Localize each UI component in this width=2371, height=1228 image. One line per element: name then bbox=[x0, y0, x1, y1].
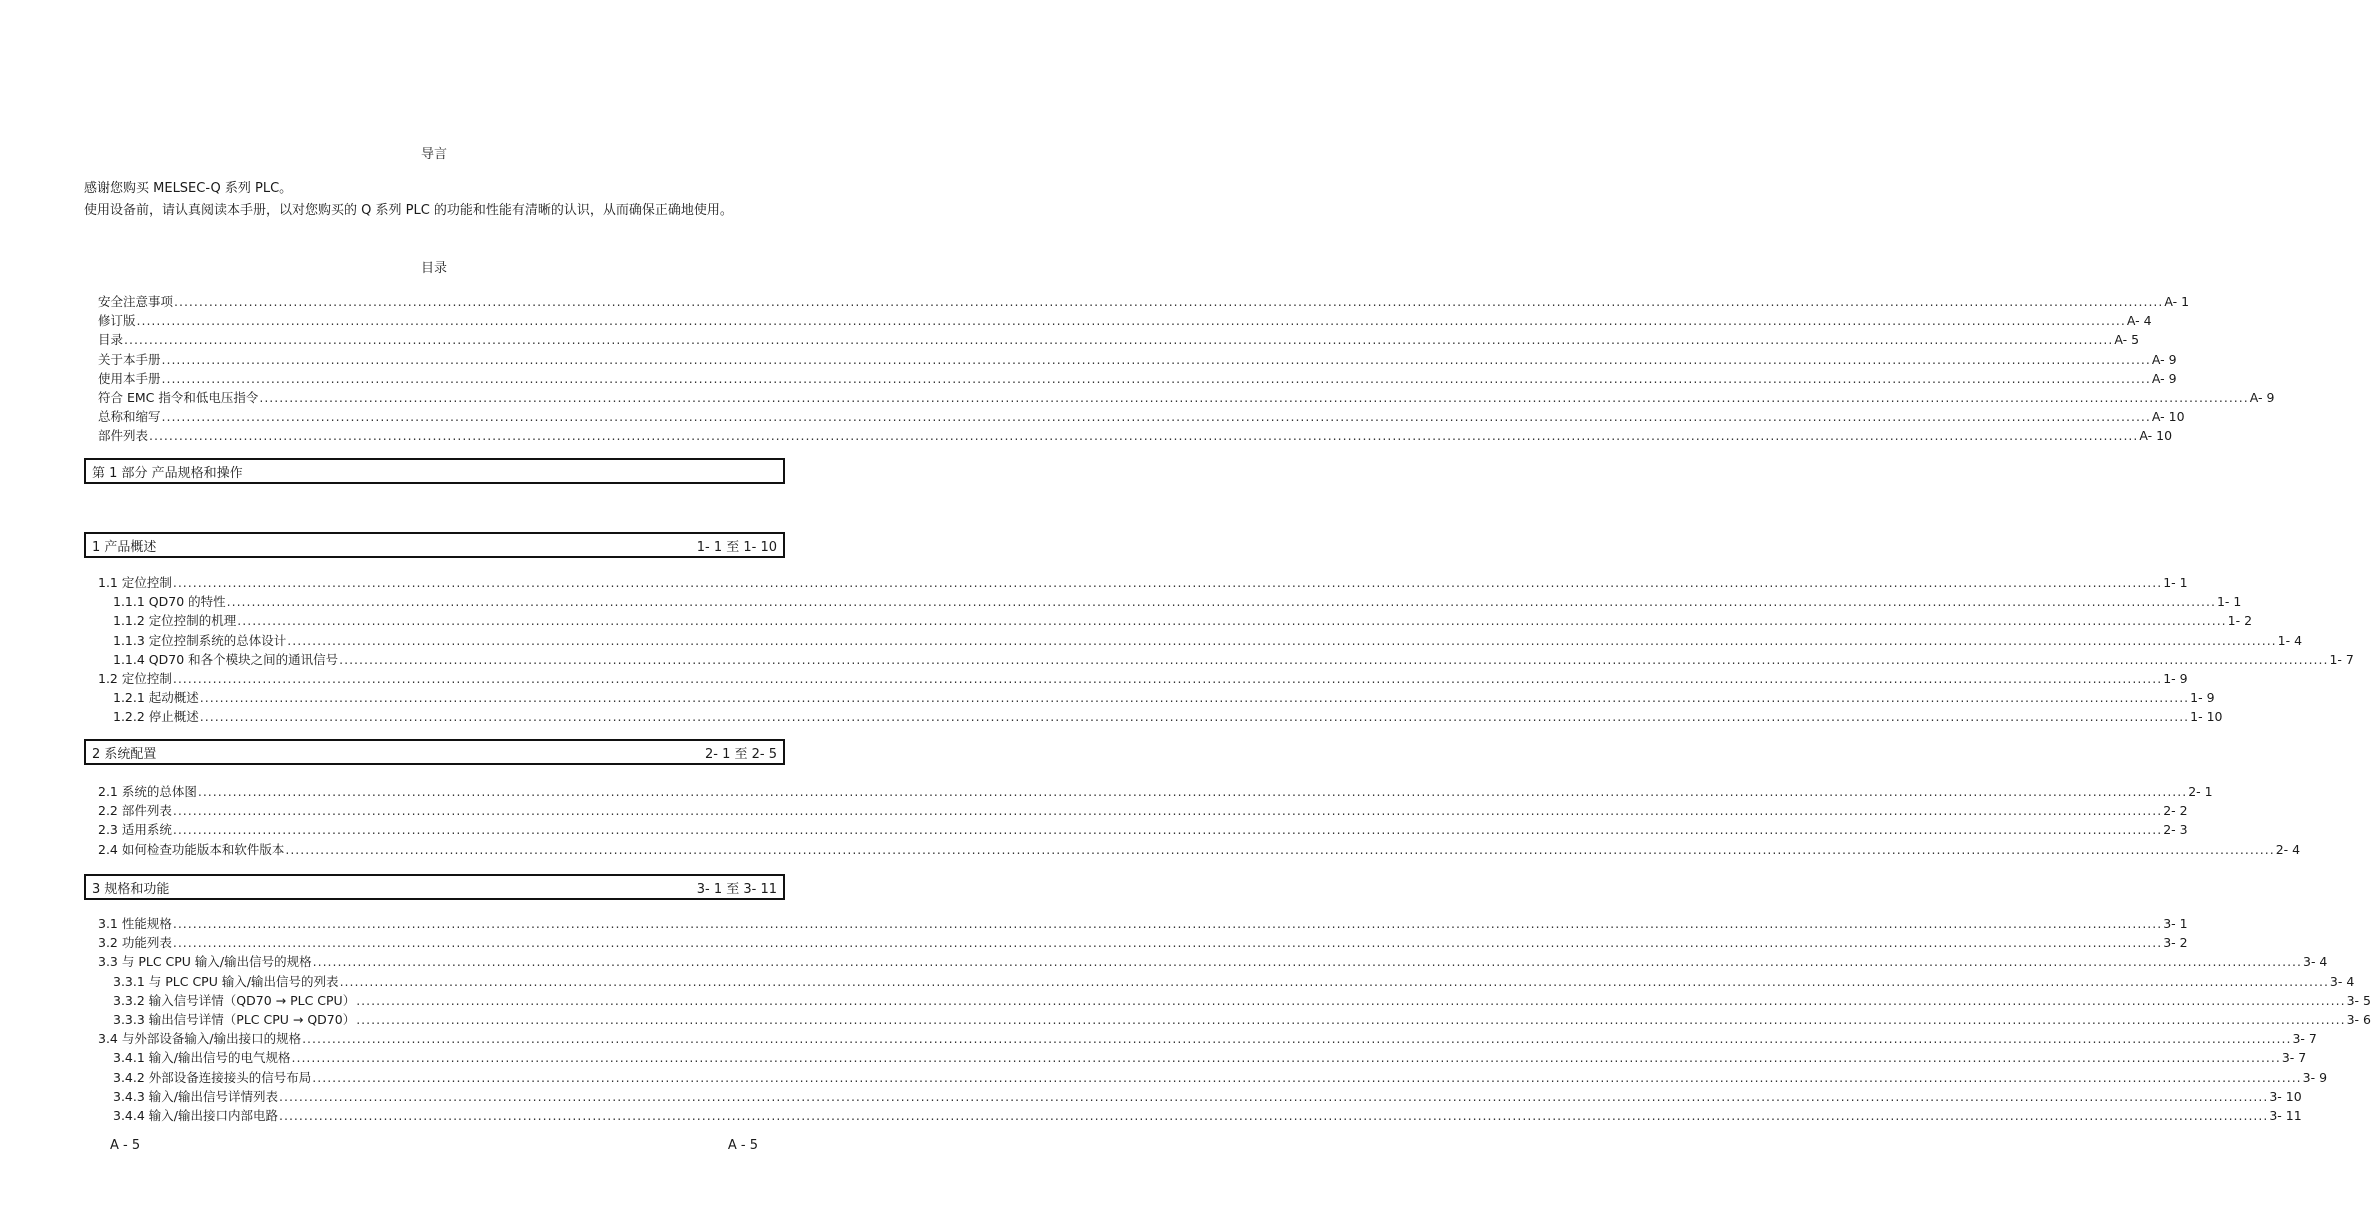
toc-entry-page: 3- 7 bbox=[2292, 1031, 2317, 1047]
toc-entry[interactable] bbox=[98, 631, 2303, 650]
toc-entry[interactable] bbox=[98, 1010, 2371, 1029]
chapter-entry-list bbox=[98, 573, 2354, 727]
toc-entry-page: 3- 5 bbox=[2346, 992, 2371, 1008]
chapter-page-range: 3- 1 至 3- 11 bbox=[696, 881, 777, 897]
chapter-page-range: 2- 1 至 2- 5 bbox=[705, 746, 777, 762]
toc-entry[interactable] bbox=[98, 388, 2275, 407]
chapter-title: 2 系统配置 bbox=[92, 746, 157, 762]
toc-entry-label: 1.1.2 定位控制的机理 bbox=[113, 613, 237, 629]
toc-entry-label: 修订版 bbox=[98, 313, 136, 329]
chapter-title: 1 产品概述 bbox=[92, 539, 157, 555]
footer-page-left: A - 5 bbox=[110, 1138, 141, 1153]
toc-entry-label: 1.2.2 停止概述 bbox=[113, 709, 199, 725]
dot-leader: ................................................................................................................................................................................................................................................................................................................................................................................................................ bbox=[259, 389, 2249, 405]
toc-entry-label: 部件列表 bbox=[98, 428, 149, 444]
toc-entry-page: 1- 9 bbox=[2163, 670, 2188, 686]
toc-entry-page: 3- 4 bbox=[2303, 954, 2328, 970]
dot-leader: ................................................................................................................................................................................................................................................................................................................................................................................................................ bbox=[161, 409, 2151, 425]
toc-entry-label: 使用本手册 bbox=[98, 370, 161, 386]
toc-entry-page: 1- 1 bbox=[2216, 594, 2242, 610]
toc-entry[interactable] bbox=[98, 801, 2188, 820]
toc-entry-label: 1.1.1 QD70 的特性 bbox=[113, 594, 226, 610]
toc-entry[interactable] bbox=[98, 1106, 2302, 1125]
dot-leader: ................................................................................................................................................................................................................................................................................................................................................................................................................ bbox=[172, 916, 2163, 931]
toc-entry-page: 3- 7 bbox=[2281, 1050, 2307, 1066]
dot-leader: ................................................................................................................................................................................................................................................................................................................................................................................................................ bbox=[356, 1011, 2346, 1027]
toc-entry-page: 1- 9 bbox=[2190, 690, 2215, 706]
intro-title: 导言 bbox=[420, 147, 447, 162]
toc-entry-page: A- 9 bbox=[2151, 351, 2177, 367]
toc-entry-label: 1.1.4 QD70 和各个模块之间的通讯信号 bbox=[113, 651, 339, 667]
toc-entry[interactable] bbox=[98, 782, 2213, 801]
dot-leader: ................................................................................................................................................................................................................................................................................................................................................................................................................ bbox=[287, 632, 2277, 648]
toc-entry-label: 3.1 性能规格 bbox=[98, 916, 172, 931]
toc-entry-label: 3.3.1 与 PLC CPU 输入/输出信号的列表 bbox=[113, 973, 339, 989]
toc-entry[interactable] bbox=[98, 311, 2152, 330]
toc-entry[interactable] bbox=[98, 292, 2190, 311]
toc-entry-label: 2.1 系统的总体图 bbox=[98, 784, 197, 799]
toc-entry-page: 2- 4 bbox=[2275, 841, 2301, 857]
toc-entry[interactable] bbox=[98, 972, 2355, 991]
toc-entry[interactable] bbox=[98, 426, 2173, 445]
chapter-header bbox=[84, 874, 785, 900]
chapter-header bbox=[84, 739, 785, 765]
toc-entry-label: 3.3.2 输入信号详情（QD70 → PLC CPU） bbox=[113, 992, 356, 1008]
toc-entry[interactable] bbox=[98, 669, 2188, 688]
toc-entry[interactable] bbox=[98, 369, 2177, 388]
dot-leader: ................................................................................................................................................................................................................................................................................................................................................................................................................ bbox=[172, 935, 2163, 951]
toc-entry[interactable] bbox=[98, 350, 2177, 369]
part-title: 第 1 部分 产品规格和操作 bbox=[92, 465, 243, 481]
toc-entry[interactable] bbox=[98, 688, 2215, 707]
dot-leader: ................................................................................................................................................................................................................................................................................................................................................................................................................ bbox=[149, 428, 2139, 444]
toc-entry[interactable] bbox=[98, 991, 2371, 1010]
dot-leader: ................................................................................................................................................................................................................................................................................................................................................................................................................ bbox=[199, 709, 2190, 725]
toc-entry-page: A- 1 bbox=[2164, 294, 2190, 309]
toc-entry-label: 安全注意事项 bbox=[98, 294, 174, 309]
toc-entry[interactable] bbox=[98, 592, 2242, 611]
intro-instructions: 使用设备前，请认真阅读本手册，以对您购买的 Q 系列 PLC 的功能和性能有清晰的认识，从而确保正确地使用。 bbox=[84, 203, 733, 218]
toc-entry-label: 1.2.1 起动概述 bbox=[113, 690, 199, 706]
toc-entry-label: 总称和缩写 bbox=[98, 409, 161, 425]
chapter-entry-list bbox=[98, 914, 2371, 1125]
toc-entry[interactable] bbox=[98, 707, 2223, 726]
toc-entry-label: 1.1 定位控制 bbox=[98, 575, 172, 590]
toc-entry[interactable] bbox=[98, 407, 2185, 426]
toc-entry[interactable] bbox=[98, 330, 2140, 349]
dot-leader: ................................................................................................................................................................................................................................................................................................................................................................................................................ bbox=[339, 973, 2329, 989]
dot-leader: ................................................................................................................................................................................................................................................................................................................................................................................................................ bbox=[172, 575, 2163, 590]
toc-entry-label: 2.3 适用系统 bbox=[98, 822, 172, 838]
toc-entry-page: 2- 1 bbox=[2188, 784, 2213, 799]
dot-leader: ................................................................................................................................................................................................................................................................................................................................................................................................................ bbox=[124, 332, 2114, 348]
toc-entry[interactable] bbox=[98, 650, 2354, 669]
toc-entry-page: 1- 10 bbox=[2190, 709, 2223, 725]
dot-leader: ................................................................................................................................................................................................................................................................................................................................................................................................................ bbox=[279, 1088, 2269, 1104]
dot-leader: ................................................................................................................................................................................................................................................................................................................................................................................................................ bbox=[302, 1031, 2292, 1047]
dot-leader: ................................................................................................................................................................................................................................................................................................................................................................................................................ bbox=[172, 822, 2163, 838]
toc-entry-page: A- 9 bbox=[2249, 389, 2275, 405]
toc-entry-page: 2- 3 bbox=[2163, 822, 2188, 838]
toc-entry-page: 2- 2 bbox=[2163, 803, 2188, 819]
toc-entry-label: 3.4.3 输入/输出信号详情列表 bbox=[113, 1088, 278, 1104]
dot-leader: ................................................................................................................................................................................................................................................................................................................................................................................................................ bbox=[237, 613, 2227, 629]
dot-leader: ................................................................................................................................................................................................................................................................................................................................................................................................................ bbox=[356, 992, 2346, 1008]
toc-entry-page: 3- 1 bbox=[2163, 916, 2188, 931]
toc-entry-label: 2.2 部件列表 bbox=[98, 803, 172, 819]
toc-entry[interactable] bbox=[98, 1087, 2302, 1106]
dot-leader: ................................................................................................................................................................................................................................................................................................................................................................................................................ bbox=[226, 594, 2216, 610]
toc-entry[interactable] bbox=[98, 952, 2328, 971]
toc-entry-label: 3.4.1 输入/输出信号的电气规格 bbox=[113, 1050, 291, 1066]
dot-leader: ................................................................................................................................................................................................................................................................................................................................................................................................................ bbox=[285, 841, 2275, 857]
toc-entry-page: 1- 2 bbox=[2227, 613, 2253, 629]
toc-entry-label: 3.4.2 外部设备连接接头的信号布局 bbox=[113, 1069, 312, 1085]
toc-title: 目录 bbox=[420, 261, 447, 276]
toc-entry[interactable] bbox=[98, 820, 2188, 839]
toc-entry-page: 3- 10 bbox=[2269, 1088, 2302, 1104]
dot-leader: ................................................................................................................................................................................................................................................................................................................................................................................................................ bbox=[172, 670, 2163, 686]
dot-leader: ................................................................................................................................................................................................................................................................................................................................................................................................................ bbox=[161, 370, 2151, 386]
chapter-title: 3 规格和功能 bbox=[92, 881, 170, 897]
toc-entry-label: 2.4 如何检查功能版本和软件版本 bbox=[98, 841, 285, 857]
toc-entry[interactable] bbox=[98, 933, 2188, 952]
toc-entry-label: 符合 EMC 指令和低电压指令 bbox=[98, 389, 259, 405]
dot-leader: ................................................................................................................................................................................................................................................................................................................................................................................................................ bbox=[312, 954, 2302, 970]
toc-entry-page: A- 10 bbox=[2139, 428, 2173, 444]
toc-entry-label: 3.3 与 PLC CPU 输入/输出信号的规格 bbox=[98, 954, 312, 970]
toc-entry[interactable] bbox=[98, 1068, 2328, 1087]
intro-thanks: 感谢您购买 MELSEC-Q 系列 PLC。 bbox=[84, 181, 293, 196]
toc-entry-page: A- 9 bbox=[2151, 370, 2177, 386]
dot-leader: ................................................................................................................................................................................................................................................................................................................................................................................................................ bbox=[136, 313, 2126, 329]
toc-entry[interactable] bbox=[98, 1029, 2317, 1048]
dot-leader: ................................................................................................................................................................................................................................................................................................................................................................................................................ bbox=[312, 1069, 2302, 1085]
toc-entry-label: 3.4 与外部设备输入/输出接口的规格 bbox=[98, 1031, 302, 1047]
dot-leader: ................................................................................................................................................................................................................................................................................................................................................................................................................ bbox=[279, 1107, 2269, 1123]
toc-entry-page: 1- 1 bbox=[2163, 575, 2188, 590]
toc-entry-page: 1- 7 bbox=[2329, 651, 2354, 667]
toc-entry-label: 3.4.4 输入/输出接口内部电路 bbox=[113, 1107, 278, 1123]
toc-entry-page: 3- 11 bbox=[2269, 1107, 2302, 1123]
toc-entry-label: 目录 bbox=[98, 332, 124, 348]
dot-leader: ................................................................................................................................................................................................................................................................................................................................................................................................................ bbox=[172, 803, 2163, 819]
toc-entry-page: 3- 6 bbox=[2346, 1011, 2371, 1027]
toc-entry-page: A- 10 bbox=[2151, 409, 2185, 425]
dot-leader: ................................................................................................................................................................................................................................................................................................................................................................................................................ bbox=[291, 1050, 2281, 1066]
dot-leader: ................................................................................................................................................................................................................................................................................................................................................................................................................ bbox=[161, 351, 2151, 367]
toc-entry-page: 3- 4 bbox=[2329, 973, 2355, 989]
toc-entry[interactable] bbox=[98, 840, 2301, 859]
front-matter-list bbox=[98, 292, 2275, 446]
toc-entry-label: 1.2 定位控制 bbox=[98, 670, 172, 686]
toc-entry-page: 1- 4 bbox=[2277, 632, 2303, 648]
chapter-page-range: 1- 1 至 1- 10 bbox=[696, 539, 777, 555]
toc-entry-page: 3- 2 bbox=[2163, 935, 2188, 951]
toc-entry-page: 3- 9 bbox=[2302, 1069, 2328, 1085]
toc-entry-label: 3.3.3 输出信号详情（PLC CPU → QD70） bbox=[113, 1011, 356, 1027]
toc-entry-label: 3.2 功能列表 bbox=[98, 935, 172, 951]
footer-page-right: A - 5 bbox=[727, 1138, 758, 1153]
dot-leader: ................................................................................................................................................................................................................................................................................................................................................................................................................ bbox=[197, 784, 2188, 799]
toc-entry-label: 关于本手册 bbox=[98, 351, 161, 367]
dot-leader: ................................................................................................................................................................................................................................................................................................................................................................................................................ bbox=[199, 690, 2190, 706]
toc-entry-page: A- 4 bbox=[2126, 313, 2152, 329]
dot-leader: ................................................................................................................................................................................................................................................................................................................................................................................................................ bbox=[174, 294, 2164, 309]
chapter-header bbox=[84, 532, 785, 558]
toc-entry[interactable] bbox=[98, 1048, 2307, 1067]
dot-leader: ................................................................................................................................................................................................................................................................................................................................................................................................................ bbox=[339, 651, 2329, 667]
toc-entry[interactable] bbox=[98, 573, 2188, 592]
toc-entry-label: 1.1.3 定位控制系统的总体设计 bbox=[113, 632, 287, 648]
part-header bbox=[84, 458, 785, 484]
toc-entry[interactable] bbox=[98, 914, 2188, 933]
toc-entry[interactable] bbox=[98, 611, 2253, 630]
chapter-entry-list bbox=[98, 782, 2301, 859]
toc-entry-page: A- 5 bbox=[2114, 332, 2140, 348]
